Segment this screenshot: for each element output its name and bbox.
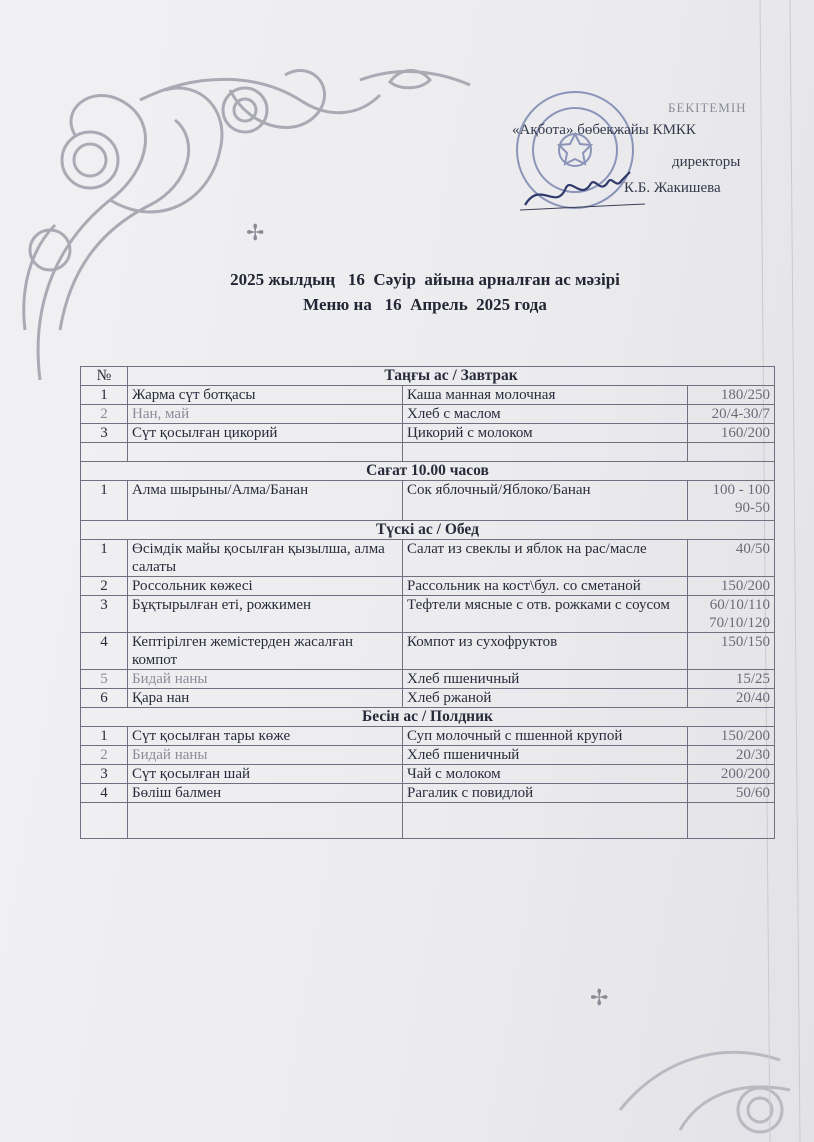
row-number: 3 — [81, 596, 128, 633]
portion-weight: 180/250 — [688, 386, 775, 405]
row-number: 1 — [81, 481, 128, 521]
row-number: 1 — [81, 727, 128, 746]
portion-weight: 40/50 — [688, 540, 775, 577]
dish-name-ru: Компот из сухофруктов — [403, 633, 688, 670]
row-number: 2 — [81, 577, 128, 596]
row-number: 1 — [81, 540, 128, 577]
dish-name-kz: Кептірілген жемістерден жасалған компот — [128, 633, 403, 670]
dish-name-kz: Бөліш балмен — [128, 784, 403, 803]
table-row — [81, 596, 775, 633]
dish-name-ru: Каша манная молочная — [403, 386, 688, 405]
table-row — [81, 424, 775, 443]
dish-name-ru: Хлеб ржаной — [403, 689, 688, 708]
table-row — [81, 689, 775, 708]
portion-weight: 20/40 — [688, 689, 775, 708]
approval-block — [506, 98, 806, 218]
table-row — [81, 577, 775, 596]
cross-mark-icon: ✢ — [246, 220, 265, 245]
portion-weight: 20/30 — [688, 746, 775, 765]
portion-weight: 60/10/110 70/10/120 — [688, 596, 775, 633]
row-number: 6 — [81, 689, 128, 708]
dish-name-ru: Хлеб пшеничный — [403, 746, 688, 765]
dish-name-kz: Россольник көжесі — [128, 577, 403, 596]
dish-name-ru: Хлеб с маслом — [403, 405, 688, 424]
dish-name-ru: Сок яблочный/Яблоко/Банан — [403, 481, 688, 521]
section-title-lunch: Түскі ас / Обед — [81, 521, 775, 540]
title-kz: 2025 жылдың 16 Сәуір айына арналған ас мәзірі — [230, 270, 620, 289]
row-number: 2 — [81, 746, 128, 765]
table-header-row — [81, 367, 775, 386]
approval-heading: БЕКІТЕМІН — [668, 100, 747, 115]
dish-name-ru: Цикорий с молоком — [403, 424, 688, 443]
section-title-snack: Сағат 10.00 часов — [81, 462, 775, 481]
number-column-header: № — [81, 367, 128, 386]
dish-name-kz: Бидай наны — [128, 746, 403, 765]
row-number: 5 — [81, 670, 128, 689]
dish-name-ru: Хлеб пшеничный — [403, 670, 688, 689]
portion-weight: 200/200 — [688, 765, 775, 784]
table-row — [81, 405, 775, 424]
dish-name-ru: Рассольник на кост\бул. со сметаной — [403, 577, 688, 596]
cross-mark-icon: ✢ — [590, 985, 609, 1010]
dish-name-kz: Жарма сүт ботқасы — [128, 386, 403, 405]
portion-weight: 100 - 100 90-50 — [688, 481, 775, 521]
row-number: 4 — [81, 784, 128, 803]
section-row — [81, 521, 775, 540]
dish-name-kz: Сүт қосылған цикорий — [128, 424, 403, 443]
table-row — [81, 670, 775, 689]
portion-weight: 150/200 — [688, 577, 775, 596]
portion-weight: 15/25 — [688, 670, 775, 689]
approval-signatory: К.Б. Жакишева — [624, 180, 721, 196]
dish-name-ru: Суп молочный с пшенной крупой — [403, 727, 688, 746]
row-number: 4 — [81, 633, 128, 670]
dish-name-kz: Қара нан — [128, 689, 403, 708]
portion-weight: 160/200 — [688, 424, 775, 443]
dish-name-ru: Рагалик с повидлой — [403, 784, 688, 803]
table-row — [81, 765, 775, 784]
dish-name-kz: Алма шырыны/Алма/Банан — [128, 481, 403, 521]
table-row — [81, 386, 775, 405]
dish-name-kz: Сүт қосылған шай — [128, 765, 403, 784]
table-row — [81, 727, 775, 746]
row-number: 3 — [81, 424, 128, 443]
table-row-empty — [81, 803, 775, 839]
dish-name-kz: Сүт қосылған тары көже — [128, 727, 403, 746]
title-ru: Меню на 16 Апрель 2025 года — [303, 295, 547, 314]
menu-table — [80, 366, 775, 839]
dish-name-kz: Нан, май — [128, 405, 403, 424]
table-row — [81, 784, 775, 803]
section-title-afternoon-snack: Бесін ас / Полдник — [81, 708, 775, 727]
row-number: 3 — [81, 765, 128, 784]
table-row — [81, 481, 775, 521]
row-number: 2 — [81, 405, 128, 424]
portion-weight: 50/60 — [688, 784, 775, 803]
dish-name-ru: Салат из свеклы и яблок на рас/масле — [403, 540, 688, 577]
portion-weight: 20/4-30/7 — [688, 405, 775, 424]
table-row — [81, 540, 775, 577]
table-row — [81, 633, 775, 670]
dish-name-kz: Бұқтырылған еті, рожкимен — [128, 596, 403, 633]
section-title-breakfast: Таңғы ас / Завтрак — [128, 367, 775, 386]
approval-organization: «Ақбота» бөбекжайы КМКК — [512, 122, 696, 138]
dish-name-ru: Тефтели мясные с отв. рожками с соусом — [403, 596, 688, 633]
section-row — [81, 708, 775, 727]
portion-weight: 150/150 — [688, 633, 775, 670]
table-row — [81, 746, 775, 765]
dish-name-kz: Өсімдік майы қосылған қызылша, алма салаты — [128, 540, 403, 577]
section-row — [81, 462, 775, 481]
dish-name-ru: Чай с молоком — [403, 765, 688, 784]
dish-name-kz: Бидай наны — [128, 670, 403, 689]
approval-position: директоры — [672, 154, 741, 170]
row-number: 1 — [81, 386, 128, 405]
portion-weight: 150/200 — [688, 727, 775, 746]
table-row-empty — [81, 443, 775, 462]
